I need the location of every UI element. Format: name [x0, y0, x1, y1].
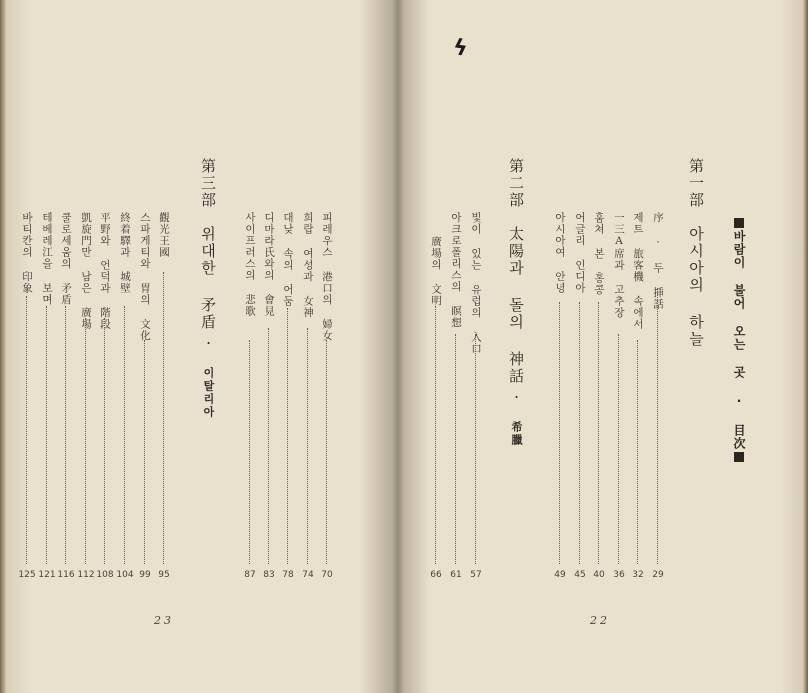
- leader-dots: [85, 318, 86, 564]
- leader-dots: [326, 340, 327, 564]
- toc-entry-title[interactable]: 스파게티와 胃의 文化: [139, 212, 151, 342]
- toc-entry-title[interactable]: 바티칸의 印象: [21, 212, 33, 294]
- toc-entry-page[interactable]: 29: [652, 570, 664, 580]
- leader-dots: [104, 318, 105, 564]
- toc-entry-page[interactable]: 99: [139, 570, 151, 580]
- toc-entry-page[interactable]: 57: [470, 570, 482, 580]
- page-folio-right: 22: [590, 614, 610, 627]
- leader-dots: [455, 334, 456, 564]
- square-icon: [734, 218, 744, 228]
- toc-entry-page[interactable]: 83: [263, 570, 275, 580]
- square-icon: [734, 452, 744, 462]
- toc-entry-title[interactable]: 쿨로세움의 矛盾: [60, 212, 72, 306]
- leader-dots: [435, 306, 436, 564]
- leader-dots: [268, 328, 269, 564]
- toc-entry-title[interactable]: 피레우스 港口의 婦女: [321, 212, 333, 342]
- leader-dots: [618, 334, 619, 564]
- part3-heading: [198, 158, 219, 419]
- part1-heading: [686, 158, 707, 348]
- leader-dots: [559, 302, 560, 564]
- leader-dots: [657, 288, 658, 564]
- part2-subtitle: 太陽과 돌의 神話: [507, 226, 525, 385]
- toc-entry-page[interactable]: 78: [282, 570, 294, 580]
- toc-entry-title[interactable]: 빛이 있는 유럽의 入口: [470, 212, 482, 355]
- toc-entry-title[interactable]: 廣場의 文明: [430, 236, 442, 307]
- toc-entry-page[interactable]: 36: [613, 570, 625, 580]
- leader-dots: [26, 296, 27, 564]
- part1-subtitle: 아시아의 하늘: [687, 226, 705, 348]
- toc-entry-title[interactable]: 觀光王國: [158, 212, 170, 258]
- toc-entry-title[interactable]: 終着驛과 城壁: [119, 212, 131, 294]
- toc-entry-page[interactable]: 45: [574, 570, 586, 580]
- toc-entry-page[interactable]: 125: [18, 570, 36, 580]
- header-title-text: 바람이 불어 오는 곳 · 目次: [732, 230, 746, 450]
- toc-entry-title[interactable]: 사이프러스의 悲歌: [244, 212, 256, 317]
- toc-entry-page[interactable]: 70: [321, 570, 333, 580]
- toc-entry-title[interactable]: 아크로폴리스의 瞑想: [450, 212, 462, 329]
- toc-entry-title[interactable]: 序 · 두 挿話: [652, 212, 664, 310]
- part3-subtitle: 위대한 矛盾: [199, 226, 217, 331]
- toc-entry-title[interactable]: 平野와 언덕과 階段: [99, 212, 111, 330]
- leader-dots: [579, 302, 580, 564]
- pen-mark: ϟ: [451, 35, 470, 62]
- toc-entry-page[interactable]: 121: [38, 570, 56, 580]
- leader-dots: [65, 306, 66, 564]
- toc-entry-page[interactable]: 40: [593, 570, 605, 580]
- part2-title: 第二部: [507, 158, 525, 209]
- toc-entry-page[interactable]: 32: [632, 570, 644, 580]
- toc-entry-page[interactable]: 49: [554, 570, 566, 580]
- leader-dots: [598, 302, 599, 564]
- toc-entry-title[interactable]: 어글리 인디아: [574, 212, 586, 294]
- toc-entry-page[interactable]: 87: [244, 570, 256, 580]
- part2-heading: [506, 158, 527, 447]
- leader-dots: [124, 306, 125, 564]
- toc-entry-title[interactable]: 一三A席과 고추장: [613, 212, 625, 319]
- leader-dots: [307, 328, 308, 564]
- header-title: [731, 216, 748, 464]
- toc-entry-page[interactable]: 95: [158, 570, 170, 580]
- leader-dots: [287, 308, 288, 564]
- toc-entry-title[interactable]: 희랍 여성과 女神: [302, 212, 314, 319]
- toc-entry-title[interactable]: 제트 旅客機 속에서: [632, 212, 644, 330]
- toc-entry-page[interactable]: 104: [116, 570, 134, 580]
- toc-entry-title[interactable]: 대낮 속의 어둠: [282, 212, 294, 307]
- leader-dots: [249, 340, 250, 564]
- toc-entry-page[interactable]: 74: [302, 570, 314, 580]
- toc-entry-title[interactable]: 디마라氏와의 會見: [263, 212, 275, 317]
- toc-entry-page[interactable]: 116: [57, 570, 75, 580]
- toc-entry-page[interactable]: 112: [77, 570, 95, 580]
- toc-entry-title[interactable]: 아시아여 안녕: [554, 212, 566, 294]
- page-folio-left: 23: [154, 614, 174, 627]
- toc-entry-title[interactable]: 훔쳐 본 홍콩: [593, 212, 605, 296]
- toc-entry-page[interactable]: 66: [430, 570, 442, 580]
- part3-title: 第三部: [199, 158, 217, 209]
- toc-entry-page[interactable]: 61: [450, 570, 462, 580]
- leader-dots: [46, 306, 47, 564]
- leader-dots: [637, 340, 638, 564]
- part3-country: · 이탈리아: [202, 337, 215, 419]
- leader-dots: [475, 334, 476, 564]
- leader-dots: [144, 340, 145, 564]
- toc-entry-title[interactable]: 테베레江을 보며: [41, 212, 53, 306]
- part1-title: 第一部: [687, 158, 705, 209]
- part2-country: · 希臘: [510, 391, 523, 447]
- leader-dots: [163, 272, 164, 564]
- toc-entry-page[interactable]: 108: [96, 570, 114, 580]
- toc-entry-title[interactable]: 凱旋門만 남은 廣場: [80, 212, 92, 330]
